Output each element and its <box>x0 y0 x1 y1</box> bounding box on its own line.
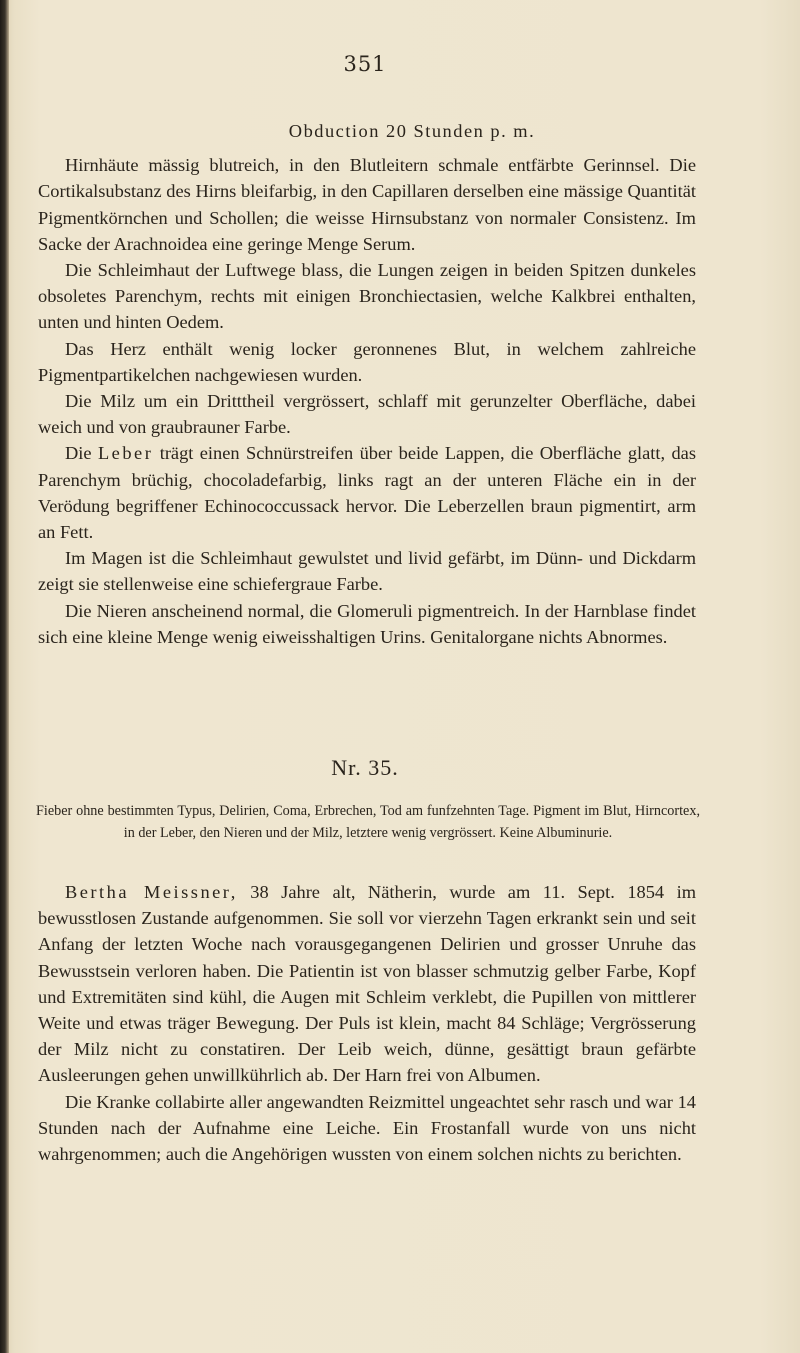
paragraph-magen: Im Magen ist die Schleimhaut gewulstet und livid gefärbt, im Dünn- und Dickdarm zeigt sie stellenweise eine schiefergraue Farbe. <box>38 548 696 595</box>
page-number: 351 <box>343 52 387 76</box>
case-summary-text: Fieber ohne bestimmten Typus, Delirien, Coma, Erbrechen, Tod am funfzehnten Tage. Pigment im Blut, Hirncortex, in der Leber, den Nieren und der Milz, letztere wenig vergrössert. Keine Albuminurie. <box>36 803 700 841</box>
leber-spaced-word: Leber <box>97 443 154 464</box>
paragraph-leber <box>38 440 696 545</box>
paragraph-luftwege: Die Schleimhaut der Luftwege blass, die Lungen zeigen in beiden Spitzen dunkeles obsoletes Parenchym, rechts mit einigen Bronchiectasien, welche Kalkbrei enthalten, unten und hinten Oedem. <box>38 260 696 333</box>
case-title: Nr. 35. <box>331 755 399 780</box>
obduction-heading: Obduction 20 Stunden p. m. <box>288 121 536 141</box>
patient-name: Bertha Meissner, <box>65 882 238 902</box>
patient-intro-rest: 38 Jahre alt, Nätherin, wurde am 11. Sept. 1854 im bewusstlosen Zustande aufgenommen. Sie soll vor vierzehn Tagen erkrankt sein und seit Anfang der letzten Woche nach vorausgegangenen Delirien und grosser Unruhe das Bewusstsein verloren haben. Die Patientin ist von blasser schmutzig gelber Farbe, Kopf und Extremitäten sind kühl, die Augen mit Schleim verklebt, die Pupillen von mittlerer Weite und etwas träger Bewegung. Der Puls ist klein, macht 84 Schläge; Vergrösserung der Milz nicht zu constatiren. Der Leib weich, dünne, gesättigt braun gefärbte Ausleerungen gehen unwillkührlich ab. Der Harn frei von Albumen. <box>38 882 696 1086</box>
leber-rest: trägt einen Schnürstreifen über beide Lappen, die Oberfläche glatt, das Parenchym brüchig, chocoladefarbig, links ragt an der unteren Fläche ein in der Verödung begriffener Echinococcussack hervor. Die Leberzellen braun pigmentirt, arm an Fett. <box>38 443 696 543</box>
paragraph-hirnhaeute: Hirnhäute mässig blutreich, in den Blutleitern schmale entfärbte Gerinnsel. Die Cortikalsubstanz des Hirns bleifarbig, in den Capillaren derselben eine mässige Quantität Pigmentkörnchen und Schollen; die weisse Hirnsubstanz von normaler Consistenz. Im Sacke der Arachnoidea eine geringe Menge Serum. <box>38 155 696 254</box>
paragraph-milz: Die Milz um ein Dritttheil vergrössert, schlaff mit gerunzelter Oberfläche, dabei weich und von graubrauner Farbe. <box>38 391 696 438</box>
case-summary <box>36 801 700 844</box>
paragraph-patient-intro <box>38 879 696 1089</box>
paragraph-closing: Die Kranke collabirte aller angewandten Reizmittel ungeachtet sehr rasch und war 14 Stunden nach der Aufnahme eine Leiche. Ein Frostanfall wurde von uns nicht wahrgenommen; auch die Angehörigen wussten von einem solchen nichts zu berichten. <box>38 1091 696 1165</box>
case-history-section <box>38 879 696 1167</box>
book-spine-shadow <box>0 0 9 1353</box>
paragraph-nieren: Die Nieren anscheinend normal, die Glomeruli pigmentreich. In der Harnblase findet sich eine kleine Menge wenig eiweisshaltigen Urins. Genitalorgane nichts Abnormes. <box>38 600 696 647</box>
obduction-section <box>38 118 696 650</box>
leber-intro: Die <box>65 443 92 464</box>
paragraph-herz: Das Herz enthält wenig locker geronnenes Blut, in welchem zahlreiche Pigmentpartikelchen nachgewiesen wurden. <box>38 338 696 385</box>
